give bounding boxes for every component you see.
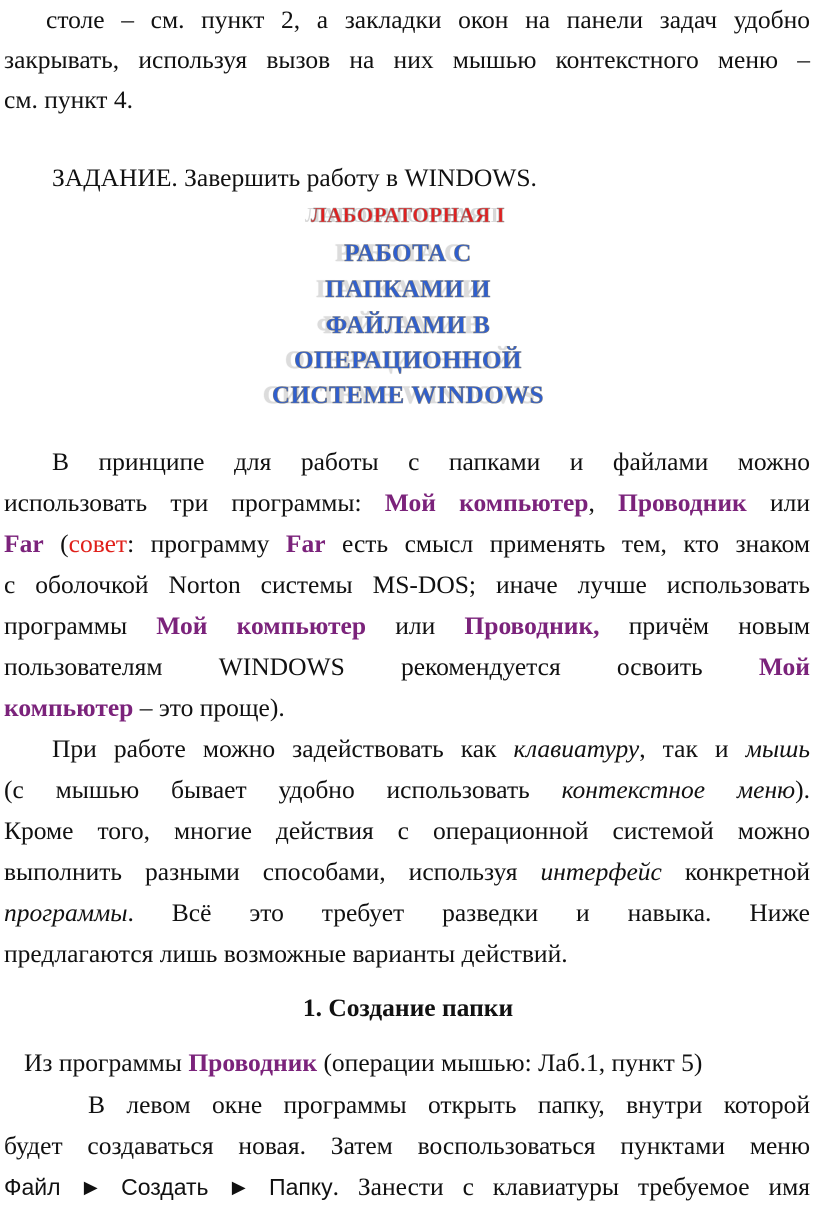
para2-line-6: предлагаются лишь возможные варианты действий.: [4, 939, 568, 968]
wordart-line-2: ПАПКАМИ И: [325, 276, 491, 303]
intro-line-2: закрывать, используя вызов на них мышью контекстного меню –: [4, 45, 810, 74]
para2-line-4: выполнить разными способами, используя интерфейс конкретной: [4, 857, 811, 886]
para1-line-4: с оболочкой Norton системы MS-DOS; иначе лучше использовать: [4, 570, 810, 599]
para1-line-2: использовать три программы: Мой компьютер, Проводник или: [4, 488, 810, 517]
task-text: ЗАДАНИЕ. Завершить работу в WINDOWS.: [52, 163, 537, 192]
intro-line-3: см. пункт 4.: [4, 85, 133, 114]
para1-line-5: программы Мой компьютер или Проводник, причём новым: [4, 611, 810, 640]
menu-path: Файл ► Создать ► Папку: [4, 1174, 333, 1200]
program-name: Проводник: [618, 488, 747, 517]
section-line-1: В левом окне программы открыть папку, внутри которой: [88, 1090, 810, 1119]
intro-line-1: столе – см. пункт 2, а закладки окон на панели задач удобно: [46, 5, 810, 34]
wordart-title: ЛАБОРАТОРНАЯ I: [310, 203, 506, 227]
wordart-line-4: ОПЕРАЦИОННОЙ: [294, 347, 522, 374]
program-name: Мой компьютер: [384, 488, 589, 517]
advice-label: совет: [68, 529, 128, 558]
para2-line-3: Кроме того, многие действия с операционной системой можно: [4, 816, 810, 845]
program-name: Проводник,: [464, 611, 600, 640]
section-subtitle: Из программы Проводник (операции мышью: Лаб.1, пункт 5): [24, 1048, 703, 1077]
para2-line-1: При работе можно задействовать как клавиатуру, так и мышь: [52, 734, 810, 763]
program-name: Проводник: [188, 1048, 318, 1077]
para1-line-1: В принципе для работы с папками и файлами можно: [52, 447, 810, 476]
program-name: Мой: [758, 652, 810, 681]
program-name: компьютер: [4, 693, 134, 722]
section-line-3: Файл ► Создать ► Папку. Занести с клавиатуры требуемое имя: [4, 1172, 811, 1201]
wordart-line-3: ФАЙЛАМИ В: [325, 312, 491, 339]
para2-line-2: (с мышью бывает удобно использовать контекстное меню).: [4, 775, 810, 804]
wordart-line-1: РАБОТА С: [344, 240, 472, 267]
program-name: Far: [4, 529, 44, 558]
para1-line-6: пользователям WINDOWS рекомендуется освоить Мой: [4, 652, 810, 681]
program-name: Far: [285, 529, 326, 558]
para1-line-3: Far (совет: программу Far есть смысл применять тем, кто знаком: [4, 529, 810, 558]
program-name: Мой компьютер: [156, 611, 366, 640]
para2-line-5: программы. Всё это требует разведки и навыка. Ниже: [4, 898, 810, 927]
section-line-2: будет создаваться новая. Затем воспользоваться пунктами меню: [4, 1131, 810, 1160]
para1-line-7: компьютер – это проще).: [4, 693, 285, 722]
wordart-line-5: СИСТЕМЕ WINDOWS: [271, 382, 545, 409]
section-heading: 1. Создание папки: [302, 993, 514, 1022]
